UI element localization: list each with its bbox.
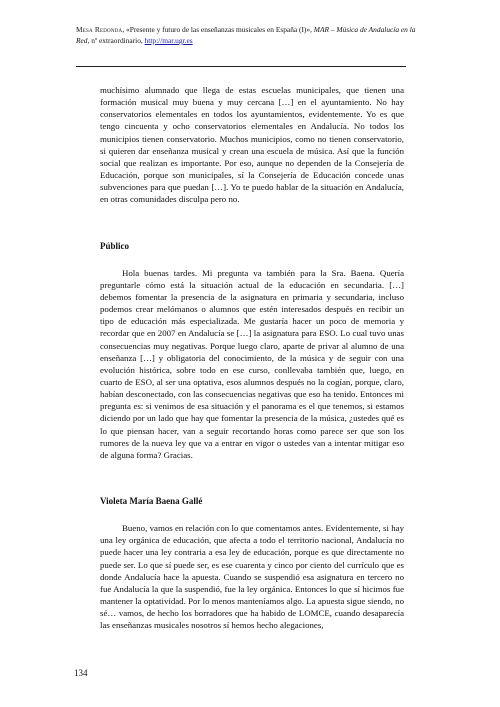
section-spacer [100,461,404,495]
header-issue: , nº extraordinario, [87,36,145,45]
heading-speaker: Violeta María Baena Gallé [100,496,203,507]
body-paragraph-1: muchísimo alumnado que llega de estas escuelas municipales, que tienen una formación musical muy buena y muy cercana […] en el ayuntamiento. No hay conservatorios elementales en todos los ayuntamientos, evidentemente. Yo es que tengo cincuenta y ocho conservatorios elementales en Andalucía. No todos los municipios tienen conservatorio. Muchos municipios, como no tienen conservatorio, si quieren dar enseñanza musical y crean una escuela de música. Así que la función social que realizan es importante. Por eso, aunque no dependen de la Consejería de Educación, porque son municipales, sí la Consejería de Educación concede unas subvenciones para que puedan […]. Yo te puedo hablar de la situación en Andalucía, en otras comunidades disculpa pero no. [100,85,404,205]
page-number: 134 [74,668,88,678]
heading-spacer [100,252,404,267]
header-url-link[interactable]: http://mar.ugr.es [144,36,193,45]
page-body [100,84,404,631]
header-title: , «Presente y futuro de las enseñanzas musicales en España (I)», [122,25,314,34]
running-header [76,24,420,46]
body-paragraph-2: Hola buenas tardes. Mi pregunta va también para la Sra. Baena. Quería preguntarle cómo está la situación actual de la educación en secundaria. […] debemos fomentar la presencia de la asignatura en primaria y secundaria, incluso podemos crear melómanos o alumnos que estén interesados después en recibir un tipo de educación más especializada. Me gustaría hacer un poco de memoria y recordar que en 2007 en Andalucía se […] la asignatura para ESO. Lo cual tuvo unas consecuencias muy negativas. Porque luego claro, aparte de privar al alumno de una enseñanza […] y obligatoria del conocimiento, de la música y de seguir con una evolución histórica, sobre todo en ese curso, conllevaba también que, luego, en cuarto de ESO, al ser una optativa, esos alumnos después no la cogían, porque, claro, habían desconectado, con las consecuencias negativas que eso ha tenido. Entonces mi pregunta es: si venimos de esa situación y el panorama es el que tenemos, si estamos diciendo por un lado que hay que fomentar la presencia de la música, ¿ustedes qué es lo que piensan hacer, van a seguir recortando horas como parece ser que son los rumores de la nueva ley que va a entrar en vigor o ustedes van a intentar mitigar eso de alguna forma? Gracias. [100,267,404,460]
body-paragraph-3: Bueno, vamos en relación con lo que comentamos antes. Evidentemente, si hay una ley orgánica de educación, que afecta a todo el territorio nacional, Andalucía no puede hacer una ley contraria a esa ley de educación, porque es que directamente no puede ser. Lo que sí puede ser, es ese cuarenta y cinco por ciento del currículo que es donde Andalucía hace la apuesta. Cuando se suspendió esa asignatura en tercero no fue Andalucía la que la suspendió, fue la ley orgánica. Entonces lo que sí hicimos fue mantener la optatividad. Por lo menos manteníamos algo. La apuesta sigue siendo, no sé… vamos, de hecho los borradores que ha habido de LOMCE, cuando desaparecía las enseñanzas musicales nosotros sí hemos hecho alegaciones, [100,523,404,631]
header-divider [76,66,406,67]
header-journal: MAR – Música de Andalucía en la Red [76,25,416,45]
heading-spacer [100,507,404,522]
section-spacer [100,206,404,240]
heading-publico: Público [100,240,130,251]
header-author: Mesa Redonda [76,25,123,34]
